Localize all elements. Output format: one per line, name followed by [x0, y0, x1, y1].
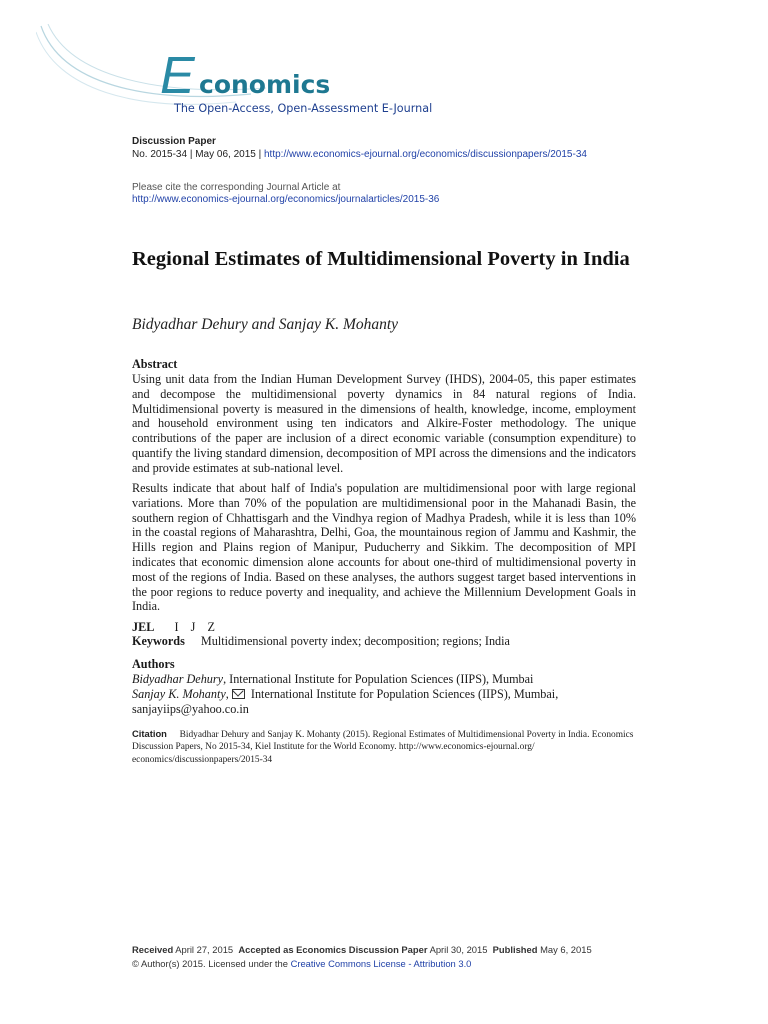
paper-date: May 06, 2015	[195, 149, 256, 160]
abstract-paragraph-2: Results indicate that about half of India's population are multidimensional poor with large regional variations. More than 70% of the population are multidimensional poor in the Mahanadi Basin, the southern region of Chhattisgarh and the Vindhya region of Madhya Pradesh, while it is less than 10% in the coastal regions of Maharashtra, Delhi, Goa, the mountainous region of Jammu and Kashmir, the Hills region and Plains region of Manipur, Puducherry and Sikkim. The decomposition of MPI indicates that economic dimension alone accounts for about one-third of multidimensional poverty in most of the regions of India. Based on these analyses, the authors suggest target based interventions in the poor regions to reduce poverty and inequality, and achieve the Millennium Development Goals in India.	[132, 481, 636, 614]
author-2-name: Sanjay K. Mohanty	[132, 687, 226, 701]
cite-instruction: Please cite the corresponding Journal Article at	[132, 182, 341, 193]
jel-code: Z	[207, 620, 215, 634]
jel-label: JEL	[132, 620, 155, 634]
envelope-icon[interactable]	[232, 689, 245, 699]
logo-letter-e: E	[160, 47, 195, 105]
keywords	[132, 634, 636, 649]
discussion-paper-label: Discussion Paper	[132, 136, 216, 147]
citation	[132, 728, 636, 766]
logo-tagline: The Open-Access, Open-Assessment E-Journal	[174, 102, 433, 115]
citation-text: Bidyadhar Dehury and Sanjay K. Mohanty (2015). Regional Estimates of Multidimensional Poverty in India. Economics Discussion Papers, No 2015-34, Kiel Institute for the World Economy. http://www.economics-ejournal.org/ economics/discussionpapers/2015-34	[132, 730, 634, 765]
paper-number: 2015-34	[150, 149, 188, 160]
paper-number-prefix: No.	[132, 149, 148, 160]
citation-label: Citation	[132, 728, 167, 739]
discussion-paper-info: No. 2015-34 | May 06, 2015 | http://www.economics-ejournal.org/economics/discussionpapers/2015-34	[132, 149, 587, 160]
author-1-name: Bidyadhar Dehury	[132, 672, 224, 686]
jel-code: J	[190, 620, 196, 634]
jel-code: I	[174, 620, 179, 634]
discussion-paper-link[interactable]: http://www.economics-ejournal.org/economics/discussionpapers/2015-34	[264, 149, 587, 160]
logo-wordmark: conomics	[199, 70, 331, 99]
journal-article-link[interactable]: http://www.economics-ejournal.org/economics/journalarticles/2015-36	[132, 194, 440, 205]
authors-heading: Authors	[132, 657, 175, 671]
journal-logo	[36, 24, 433, 115]
author-2-email[interactable]: sanjayiips@yahoo.co.in	[132, 702, 249, 716]
author-1-affiliation: , International Institute for Population Sciences (IIPS), Mumbai	[223, 672, 534, 686]
published-date: May 6, 2015	[540, 944, 592, 955]
accepted-date: April 30, 2015	[429, 944, 488, 955]
abstract-heading: Abstract	[132, 357, 178, 371]
paper-authors: Bidyadhar Dehury and Sanjay K. Mohanty	[132, 316, 399, 333]
author-2: Sanjay K. Mohanty, International Institute for Population Sciences (IIPS), Mumbai,	[132, 687, 559, 701]
author-1	[132, 672, 636, 687]
keywords-text: Multidimensional poverty index; decomposition; regions; India	[200, 634, 510, 648]
jel-codes	[132, 620, 636, 635]
publication-dates: Received April 27, 2015 Accepted as Economics Discussion Paper April 30, 2015 Published May 6, 2015	[132, 944, 592, 955]
keywords-label: Keywords	[132, 634, 185, 648]
abstract-paragraph-1: Using unit data from the Indian Human Development Survey (IHDS), 2004-05, this paper estimates and decompose the multidimensional poverty dynamics in 84 natural regions of India. Multidimensional poverty is measured in the dimensions of health, knowledge, income, employment and household environment using ten indicators and Alkire-Foster methodology. The unique contributions of the paper are inclusion of a direct economic variable (consumption expenditure) to quantify the living standard dimension, decomposition of MPI across the dimensions and the indicators and provide estimates at sub-national level.	[132, 372, 636, 475]
license-text: © Author(s) 2015. Licensed under the	[132, 958, 288, 969]
author-2-affiliation: International Institute for Population Sciences (IIPS), Mumbai,	[247, 687, 559, 701]
license-line	[132, 958, 471, 969]
paper-title: Regional Estimates of Multidimensional Poverty in India	[132, 248, 630, 270]
license-link[interactable]: Creative Commons License - Attribution 3.0	[290, 958, 472, 969]
received-date: April 27, 2015	[175, 944, 234, 955]
